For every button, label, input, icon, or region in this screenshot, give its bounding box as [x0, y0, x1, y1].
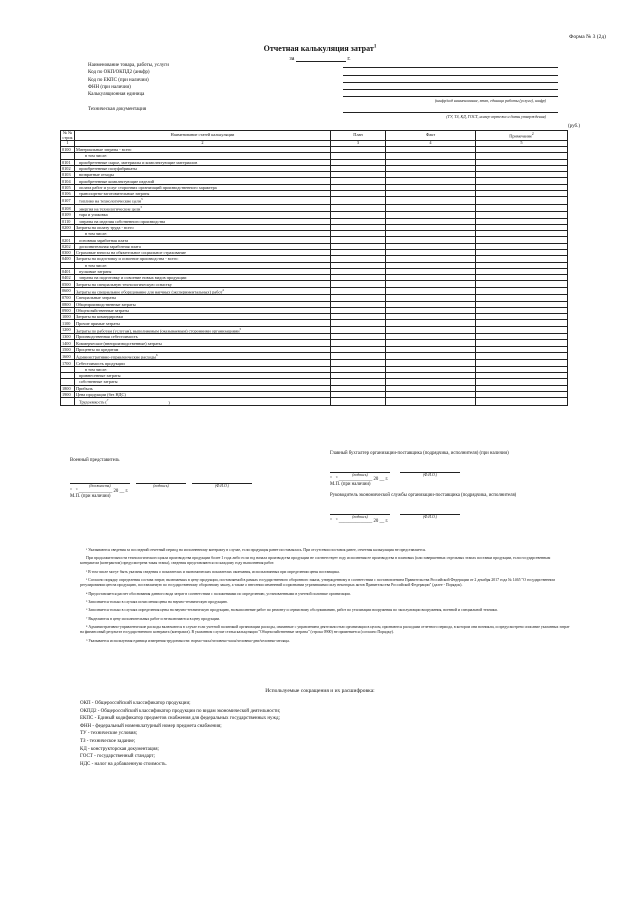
abbreviations-list — [80, 700, 280, 768]
row-code: 0401 — [61, 268, 75, 274]
header-fact: Факт — [386, 131, 476, 141]
row-code: 0600 — [61, 287, 75, 294]
abbreviation-item: ГОСТ - государственный стандарт; — [80, 754, 155, 760]
period-year-field[interactable] — [296, 55, 346, 62]
unit-hint: (шифр/код наименование, этап, единица работы (услуги), шифр) — [434, 98, 546, 104]
row-code: 1700 — [61, 360, 75, 366]
sign-caption: (подпись) — [352, 473, 368, 477]
chief-accountant-stamp: М.П. (при наличии) — [330, 482, 371, 487]
row-item-name: Затраты на специальную технологическую оснастку — [75, 281, 331, 287]
row-item-name: приобретенные полуфабрикаты — [75, 165, 331, 171]
military-rep-stamp: М.П. (при наличии) — [70, 494, 111, 499]
header-item-name: Наименование статей калькуляции — [75, 131, 331, 141]
row-note-cell[interactable] — [476, 326, 568, 333]
header-field-okp[interactable]: Код по ОКП/ОКПД2 (анкфр) — [88, 69, 558, 76]
abbreviation-item: ЕКПС - Единый кодификатор предметов снабжения для федеральных государственных нужд; — [80, 716, 280, 722]
header-plan: План — [331, 131, 386, 141]
footnote: ³ Согласно порядку определения состава затрат, включаемых в цену продукции, поставляемой в рамках государственного оборонного заказа, утвержденному в соответствии с постановлением Правительства Российской Федерации от 2 декабря 2017 года № 1465 "О государственном регулировании цен на продукцию, поставляемую по государственному оборонному заказу, а также о внесении изменений и признании утратившими силу некоторых актов Правительства Российской Федерации" (далее - Порядок). — [80, 578, 555, 588]
period-line — [0, 55, 640, 62]
row-item-name: Административно-управленческие расходы$^6$ — [75, 353, 331, 360]
row-item-name: тара и упаковка — [75, 212, 331, 218]
row-item-name: в том числе: — [75, 231, 331, 237]
row-fact-cell[interactable] — [386, 204, 476, 211]
abbreviation-item: ТЗ - техническое задание; — [80, 738, 136, 744]
table-row — [61, 287, 568, 294]
form-number: Форма № 3 (2д) — [569, 34, 606, 40]
sign-caption: (подпись) — [352, 515, 368, 519]
economics-head-date[interactable]: " " ______________ 20 __ г. — [330, 519, 389, 524]
table-row — [61, 353, 568, 360]
table-row — [61, 197, 568, 204]
row-code: 0202 — [61, 243, 75, 249]
chief-accountant-sign-field[interactable] — [330, 466, 390, 473]
abbreviation-item: ОКПД2 - Общероссийский классификатор продукции по видам экономической деятельности; — [80, 708, 281, 714]
row-code: 1900 — [61, 391, 75, 397]
row-item-name: энергия на технологические цели$^3$ — [75, 204, 331, 211]
row-fact-cell[interactable] — [386, 326, 476, 333]
header-field-tech-doc[interactable]: Техническая документация — [88, 106, 558, 113]
document-title — [0, 44, 640, 53]
row-note-cell[interactable] — [476, 398, 568, 405]
row-item-name: возвратные отходы — [75, 172, 331, 178]
row-code: 0400 — [61, 256, 75, 262]
sign-caption: (подпись) — [153, 484, 169, 488]
row-item-name: привнесенные затраты — [75, 373, 331, 379]
table-row — [61, 326, 568, 333]
row-code: 0107 — [61, 197, 75, 204]
abbreviation-item: ТУ - технические условия; — [80, 731, 138, 737]
chief-accountant-block — [330, 451, 560, 524]
military-rep-title: Военный представитель — [70, 458, 120, 463]
row-code: 0102 — [61, 165, 75, 171]
military-rep-fio-field[interactable] — [192, 477, 252, 484]
row-item-name: Прибыль — [75, 385, 331, 391]
chief-accountant-fio-field[interactable] — [400, 466, 460, 473]
row-code: 0500 — [61, 281, 75, 287]
row-code: 0300 — [61, 250, 75, 256]
footnote: ⁸ Административно-управленческие расходы включаются в случае если учетной политикой организации расходы, связанные с управлением деятельностью организации в целом, признаются расходами отчетного периода, в котором они возникли, и предусмотрено списание указанных затрат на финансовый результат государственного контракта (контракта). В указанном случае статья калькуляции "Общехозяйственные затраты" (строка 0900) не применяется (согласно Порядку). — [80, 625, 570, 635]
row-item-name: топливо на технологические цели$^3$ — [75, 197, 331, 204]
row-item-name: Прочие прямые затраты — [75, 320, 331, 326]
row-plan-cell[interactable] — [331, 353, 386, 360]
row-item-name: Общепроизводственные затраты — [75, 301, 331, 307]
position-caption: (должность) — [89, 484, 111, 488]
row-item-name: Страховые взносы на обязательное социальное страхование — [75, 250, 331, 256]
tech-hint: (ТУ, ТЗ, КД, ГОСТ, номер чертежа и даты утверждения) — [446, 113, 546, 119]
row-code: 1000 — [61, 314, 75, 320]
row-item-name: Специальные затраты — [75, 295, 331, 301]
title-text: Отчетная калькуляция затрат — [263, 44, 374, 53]
row-code: 0104 — [61, 178, 75, 184]
header-row-number: № № строк — [62, 130, 73, 140]
row-item-name: Общехозяйственные затраты — [75, 307, 331, 313]
row-item-name: оплата работ и услуг сторонних организаций производственного характера — [75, 184, 331, 190]
military-rep-sign-field[interactable] — [136, 477, 186, 484]
row-item-name: Затраты на командировки — [75, 314, 331, 320]
row-code: 0110 — [61, 218, 75, 224]
row-plan-cell[interactable] — [331, 197, 386, 204]
header-fields — [88, 62, 558, 122]
title-footnote-mark: 1 — [373, 44, 377, 50]
row-code: 0201 — [61, 237, 75, 243]
col-number: 4 — [386, 141, 476, 147]
row-plan-cell[interactable] — [331, 326, 386, 333]
row-note-cell[interactable] — [476, 287, 568, 294]
footnote: ⁵ Заполняется только в случаях исчисления цены на научно-техническую продукцию. — [86, 599, 228, 604]
period-suffix: г. — [347, 56, 351, 62]
row-item-name: Трудоемкость ($^7$ ) — [75, 398, 331, 405]
col-number: 3 — [331, 141, 386, 147]
row-item-name: Затраты на специальное оборудование для научных (экспериментальных) работ$^4$ — [75, 287, 331, 294]
row-item-name: приобретенные комплектующие изделий — [75, 178, 331, 184]
row-code: 0800 — [61, 301, 75, 307]
row-plan-cell[interactable] — [331, 398, 386, 405]
row-code: 1600 — [61, 353, 75, 360]
footnote: ⁷ Выделяются в цену исполнительных работ и не включаются в цену продукции. — [86, 616, 221, 621]
row-code: 0900 — [61, 307, 75, 313]
row-item-name: транспортно-заготовительные затраты — [75, 191, 331, 197]
row-item-name: приобретенные сырье, материалы и комплектующие материалов — [75, 159, 331, 165]
row-item-name: в том числе: — [75, 366, 331, 372]
row-plan-cell[interactable] — [331, 204, 386, 211]
row-item-name: собственные затраты — [75, 379, 331, 385]
row-fact-cell[interactable] — [386, 287, 476, 294]
fio-caption: (Ф.И.О.) — [423, 515, 437, 519]
row-item-name: Затраты на подготовку и освоение производства - всего: — [75, 256, 331, 262]
row-code: 1500 — [61, 346, 75, 352]
currency-unit: (руб.) — [568, 124, 580, 129]
military-rep-block — [70, 458, 270, 499]
economics-head-sign-field[interactable] — [330, 508, 390, 515]
row-code — [61, 398, 75, 405]
table-row — [61, 398, 568, 405]
row-fact-cell[interactable] — [386, 398, 476, 405]
row-item-name: в том числе: — [75, 262, 331, 268]
table-row — [61, 204, 568, 211]
row-code: 0101 — [61, 159, 75, 165]
row-code: 0402 — [61, 275, 75, 281]
cost-table-body — [61, 147, 568, 406]
cost-table — [60, 130, 568, 406]
abbreviation-item: НДС - налог на добавленную стоимость. — [80, 761, 167, 767]
row-fact-cell[interactable] — [386, 353, 476, 360]
row-item-name: пусковые затраты — [75, 268, 331, 274]
row-item-name: Себестоимость продукции — [75, 360, 331, 366]
footnote: ⁶ Заполняется только в случаях определения цены на научно-техническую продукцию, на выполнение работ по ремонту и сервисному обслуживанию, работ по утилизации вооружения по эксплуатации вооружения, военной и специальной техники. — [86, 608, 498, 613]
footnote: При продолжительности технологического цикла производства продукции более 1 года либо если год начала производства продукции не соответствует году исполнения ее производства в плановых (или завершенных отдельных этапах поставки продукции, если государственным контрактом (контрактом) предусмотрена такая этапы), сведения представляются по каждому году выполнения работ. — [80, 556, 551, 566]
header-field-product[interactable]: Наименование товара, работы, услуги — [88, 62, 558, 69]
row-code: 0105 — [61, 184, 75, 190]
military-rep-position-field[interactable] — [70, 477, 130, 484]
row-note-cell[interactable] — [476, 204, 568, 211]
military-rep-date[interactable]: " " ______________ 20 __ г. — [70, 489, 129, 494]
row-item-name: Затраты по работам (услугам), выполняемым (оказываемым) сторонними организациями$^5$ — [75, 326, 331, 333]
row-code: 0108 — [61, 204, 75, 211]
footnote: ⁹ Указывается используемая единица измерения трудоемкости: нормо-часы/человеко-часы/человеко-дни/человеко-месяцы. — [86, 638, 290, 643]
footnotes — [80, 548, 570, 647]
row-code: 1300 — [61, 334, 75, 340]
row-code: 0100 — [61, 147, 75, 153]
row-item-name: затраты на подготовку и освоение новых видов продукции — [75, 275, 331, 281]
row-item-name: основная заработная плата — [75, 237, 331, 243]
footnote: ⁴ Предоставляется расчет обоснования данного вида затрат в соответствии с положениями по определению, установленными в учетной политике организации. — [86, 591, 351, 596]
row-code: 1200 — [61, 326, 75, 333]
economics-head-title: Руководитель экономической службы организации-поставщика (подрядчика, исполнителя) — [330, 493, 517, 498]
row-item-name: затраты на изделия собственного производства — [75, 218, 331, 224]
abbreviation-item: КД - конструкторская документация; — [80, 746, 159, 752]
row-item-name: Коммерческие (внепроизводственные) затраты — [75, 340, 331, 346]
row-code: 1100 — [61, 320, 75, 326]
header-field-fnn[interactable]: ФНН (при наличии) — [88, 84, 558, 91]
row-item-name: Производственная себестоимость — [75, 334, 331, 340]
col-number: 1 — [61, 141, 75, 147]
row-plan-cell[interactable] — [331, 287, 386, 294]
row-code: 0106 — [61, 191, 75, 197]
footnote: ² В том числе могут быть указаны сведения о показателях и экономических показателях окончания, использованных при определении цены поставщика. — [86, 569, 340, 574]
row-item-name: Материальные затраты - всего — [75, 147, 331, 153]
fio-caption: (Ф.И.О.) — [215, 484, 229, 488]
row-code: 0700 — [61, 295, 75, 301]
abbreviation-item: ОКП - Общероссийский классификатор продукции; — [80, 701, 191, 706]
row-code: 1800 — [61, 385, 75, 391]
row-item-name: Затраты на оплату труда - всего — [75, 224, 331, 230]
row-item-name: в том числе: — [75, 153, 331, 159]
row-item-name: дополнительная заработная плата — [75, 243, 331, 249]
header-field-unit[interactable]: Калькуляционная единица — [88, 91, 558, 98]
fio-caption: (Ф.И.О.) — [423, 473, 437, 477]
col-number: 5 — [476, 141, 568, 147]
row-code: 1400 — [61, 340, 75, 346]
row-fact-cell[interactable] — [386, 197, 476, 204]
col-number: 2 — [75, 141, 331, 147]
header-field-ekps[interactable]: Код по ЕКПС (при наличии) — [88, 77, 558, 84]
row-code: 0103 — [61, 172, 75, 178]
row-item-name: Цена продукции (без НДС) — [75, 391, 331, 397]
economics-head-fio-field[interactable] — [400, 508, 460, 515]
row-code: 0109 — [61, 212, 75, 218]
abbreviation-item: ФНН - федеральный номенклатурный номер предмета снабжения; — [80, 723, 222, 729]
chief-accountant-title: Главный бухгалтер организации-поставщика (подрядчика, исполнителя) (при наличии) — [330, 451, 509, 456]
row-item-name: Проценты по кредитам — [75, 346, 331, 352]
header-note: Примечание$^2$ — [476, 131, 568, 141]
row-code: 0200 — [61, 224, 75, 230]
footnote: ¹ Указываются сведения за последний отчетный период на исполненному контракту в случае, если продукция ранее поставлялась. При отсутствии поставок ранее, отчетная калькуляция не представляется. — [86, 548, 426, 552]
abbreviations-title: Используемые сокращения и их расшифровка: — [265, 688, 375, 694]
row-note-cell[interactable] — [476, 353, 568, 360]
period-prefix: за — [289, 56, 295, 62]
chief-accountant-date[interactable]: " " ______________ 20 __ г. — [330, 477, 389, 482]
row-note-cell[interactable] — [476, 197, 568, 204]
